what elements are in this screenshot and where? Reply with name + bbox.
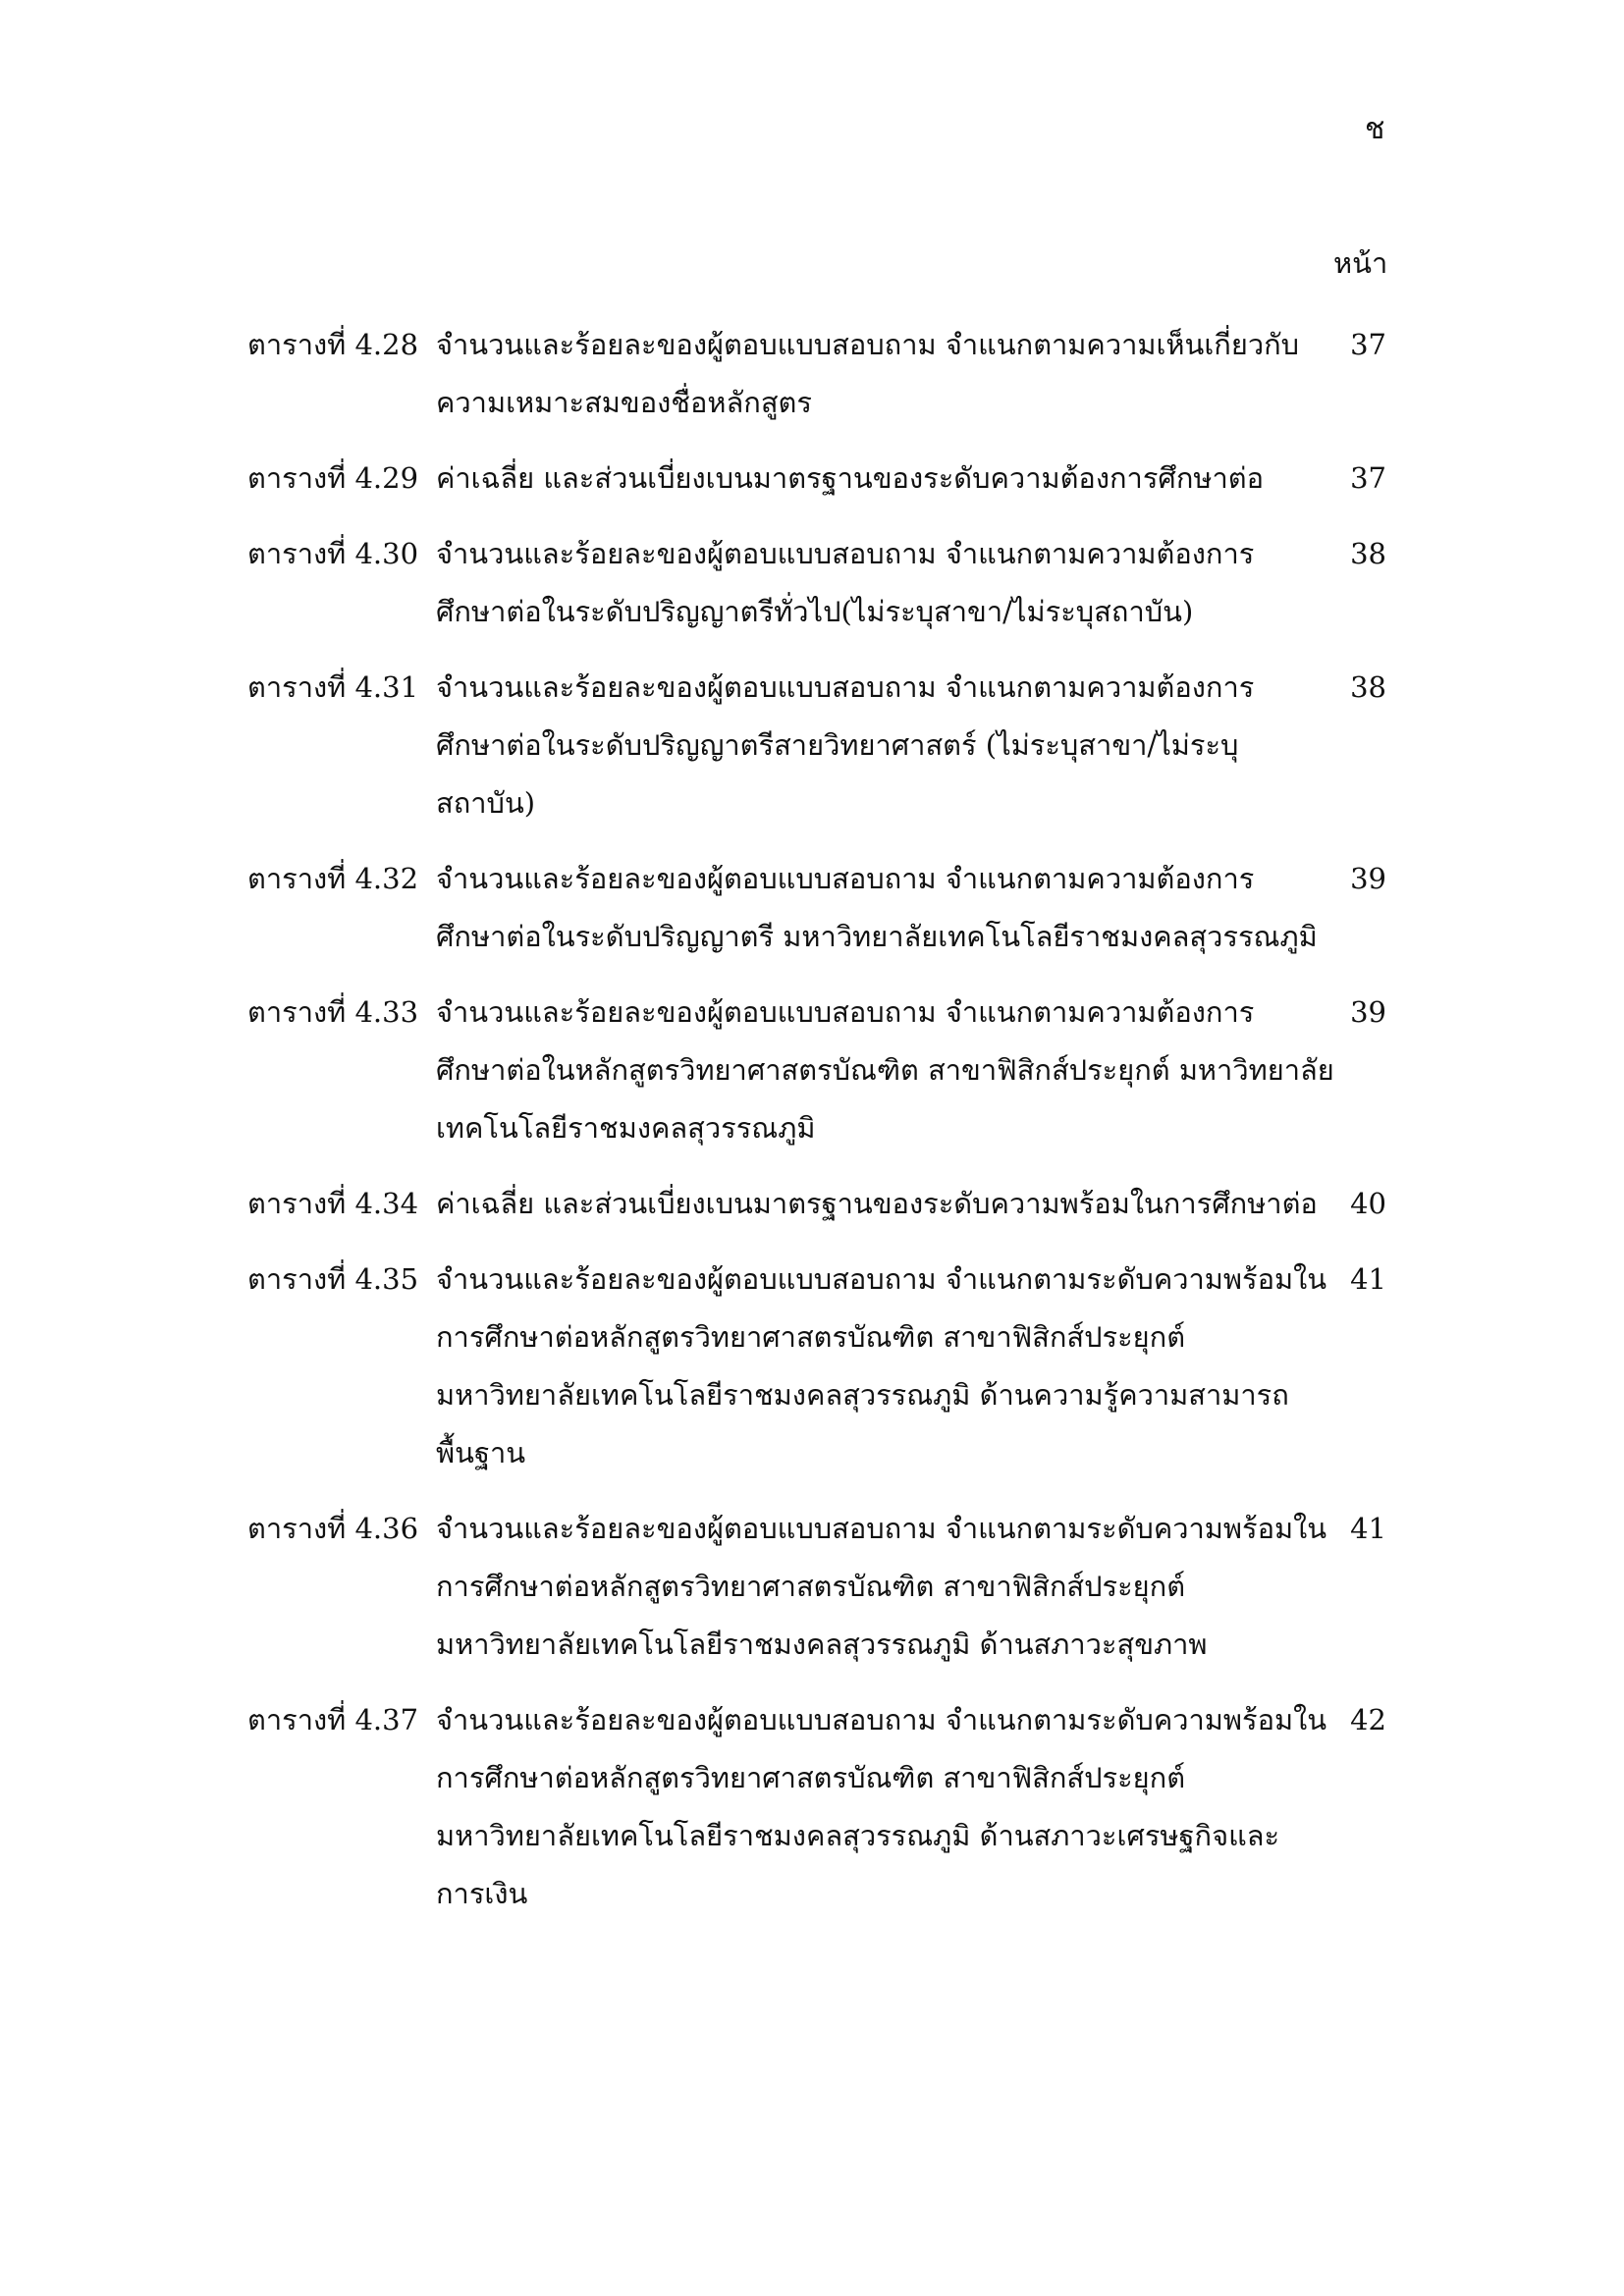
toc-entry [247, 450, 1386, 507]
entry-description [436, 984, 1334, 1157]
entry-description-line: การเงิน [436, 1877, 528, 1910]
entry-label: ตารางที่ 4.32 [247, 862, 419, 895]
entry-description-line: จำนวนและร้อยละของผู้ตอบแบบสอบถาม จำแนกตามความต้องการ [436, 537, 1255, 570]
entry-label: ตารางที่ 4.34 [247, 1187, 419, 1220]
entry-description [436, 1691, 1327, 1923]
entry-description-line: การศึกษาต่อหลักสูตรวิทยาศาสตรบัณฑิต สาขาฟิสิกส์ประยุกต์ [436, 1320, 1186, 1354]
entry-page-number: 39 [1350, 995, 1386, 1029]
entry-page-number: 38 [1350, 670, 1386, 704]
entry-description-line: ศึกษาต่อในระดับปริญญาตรีทั่วไป(ไม่ระบุสาขา/ไม่ระบุสถาบัน) [436, 595, 1194, 628]
entry-description [436, 659, 1300, 832]
entry-description-line: จำนวนและร้อยละของผู้ตอบแบบสอบถาม จำแนกตามระดับความพร้อมใน [436, 1703, 1327, 1736]
entry-label: ตารางที่ 4.35 [247, 1262, 419, 1296]
entry-page-number: 40 [1350, 1187, 1386, 1220]
page-column-heading: หน้า [1333, 246, 1388, 280]
entry-description-line: เทคโนโลยีราชมงคลสุวรรณภูมิ [436, 1111, 816, 1145]
entry-description-line: ค่าเฉลี่ย และส่วนเบี่ยงเบนมาตรฐานของระดับความพร้อมในการศึกษาต่อ [436, 1187, 1318, 1220]
table-list [247, 316, 1386, 1941]
entry-description [436, 850, 1318, 966]
entry-description [436, 1175, 1318, 1233]
entry-description-line: ความเหมาะสมของชื่อหลักสูตร [436, 386, 812, 419]
entry-description [436, 316, 1300, 432]
toc-entry [247, 316, 1386, 432]
entry-description-line: ศึกษาต่อในหลักสูตรวิทยาศาสตรบัณฑิต สาขาฟิสิกส์ประยุกต์ มหาวิทยาลัย [436, 1053, 1334, 1087]
entry-description-line: ศึกษาต่อในระดับปริญญาตรีสายวิทยาศาสตร์ (ไม่ระบุสาขา/ไม่ระบุ [436, 728, 1239, 762]
toc-entry [247, 525, 1386, 641]
toc-entry [247, 984, 1386, 1157]
entry-description [436, 1500, 1327, 1674]
entry-description-line: จำนวนและร้อยละของผู้ตอบแบบสอบถาม จำแนกตามความเห็นเกี่ยวกับ [436, 328, 1300, 361]
entry-description-line: จำนวนและร้อยละของผู้ตอบแบบสอบถาม จำแนกตามความต้องการ [436, 862, 1255, 895]
toc-entry [247, 850, 1386, 966]
entry-description-line: สถาบัน) [436, 786, 536, 820]
entry-description-line: ศึกษาต่อในระดับปริญญาตรี มหาวิทยาลัยเทคโนโลยีราชมงคลสุวรรณภูมิ [436, 920, 1318, 953]
entry-description-line: มหาวิทยาลัยเทคโนโลยีราชมงคลสุวรรณภูมิ ด้านสภาวะเศรษฐกิจและ [436, 1819, 1280, 1852]
entry-description-line: จำนวนและร้อยละของผู้ตอบแบบสอบถาม จำแนกตามระดับความพร้อมใน [436, 1512, 1327, 1545]
entry-page-number: 39 [1350, 862, 1386, 895]
entry-description-line: การศึกษาต่อหลักสูตรวิทยาศาสตรบัณฑิต สาขาฟิสิกส์ประยุกต์ [436, 1761, 1186, 1794]
entry-label: ตารางที่ 4.36 [247, 1512, 419, 1545]
entry-description [436, 525, 1300, 641]
entry-page-number: 42 [1350, 1703, 1386, 1736]
toc-entry [247, 1500, 1386, 1674]
entry-description-line: การศึกษาต่อหลักสูตรวิทยาศาสตรบัณฑิต สาขาฟิสิกส์ประยุกต์ [436, 1570, 1186, 1603]
toc-entry [247, 659, 1386, 832]
page-number: ช [1365, 112, 1385, 146]
entry-page-number: 41 [1350, 1262, 1386, 1296]
entry-label: ตารางที่ 4.28 [247, 328, 419, 361]
entry-description-line: จำนวนและร้อยละของผู้ตอบแบบสอบถาม จำแนกตามความต้องการ [436, 670, 1255, 704]
toc-entry [247, 1691, 1386, 1923]
entry-label: ตารางที่ 4.30 [247, 537, 419, 570]
entry-page-number: 37 [1350, 461, 1386, 495]
entry-description-line: พื้นฐาน [436, 1436, 526, 1469]
entry-description-line: มหาวิทยาลัยเทคโนโลยีราชมงคลสุวรรณภูมิ ด้านสภาวะสุขภาพ [436, 1628, 1208, 1661]
entry-label: ตารางที่ 4.33 [247, 995, 419, 1029]
entry-description-line: มหาวิทยาลัยเทคโนโลยีราชมงคลสุวรรณภูมิ ด้านความรู้ความสามารถ [436, 1378, 1289, 1412]
entry-description-line: จำนวนและร้อยละของผู้ตอบแบบสอบถาม จำแนกตามความต้องการ [436, 995, 1255, 1029]
entry-label: ตารางที่ 4.29 [247, 461, 419, 495]
entry-label: ตารางที่ 4.31 [247, 670, 419, 704]
toc-entry [247, 1251, 1386, 1482]
toc-entry [247, 1175, 1386, 1233]
entry-description [436, 450, 1300, 507]
entry-page-number: 37 [1350, 328, 1386, 361]
entry-description-line: ค่าเฉลี่ย และส่วนเบี่ยงเบนมาตรฐานของระดับความต้องการศึกษาต่อ [436, 461, 1265, 495]
entry-description-line: จำนวนและร้อยละของผู้ตอบแบบสอบถาม จำแนกตามระดับความพร้อมใน [436, 1262, 1327, 1296]
entry-page-number: 38 [1350, 537, 1386, 570]
entry-label: ตารางที่ 4.37 [247, 1703, 419, 1736]
entry-page-number: 41 [1350, 1512, 1386, 1545]
entry-description [436, 1251, 1327, 1482]
